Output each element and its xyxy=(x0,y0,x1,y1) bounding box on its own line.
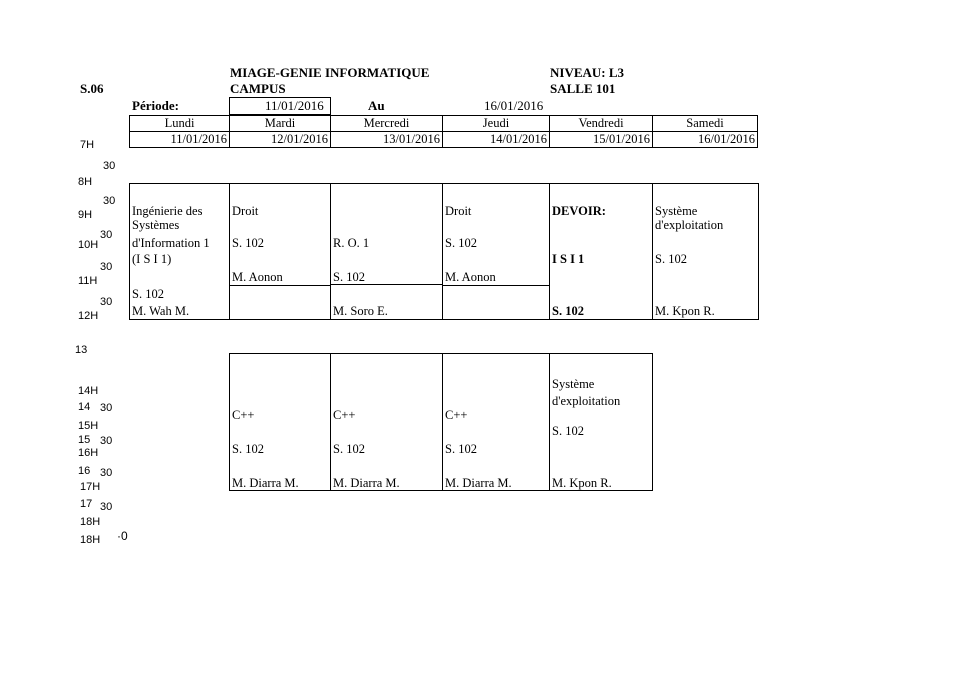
time-14h: 14H xyxy=(78,385,99,397)
day-header-mardi: Mardi xyxy=(229,115,331,132)
course-room: S. 102 xyxy=(655,252,687,266)
time-18h-b: 18H xyxy=(80,534,101,546)
course-teacher: M. Diarra M. xyxy=(445,476,512,490)
time-16: 16 xyxy=(78,465,91,477)
time-8h30: 30 xyxy=(103,195,116,207)
time-14h30: 30 xyxy=(100,402,113,414)
date-samedi: 16/01/2016 xyxy=(652,131,758,148)
course-teacher: M. Kpon R. xyxy=(655,304,715,318)
date-lundi: 11/01/2016 xyxy=(129,131,230,148)
campus-label: CAMPUS xyxy=(230,81,286,96)
course-room: S. 102 xyxy=(232,442,264,456)
time-9h: 9H xyxy=(78,209,93,221)
period-start: 11/01/2016 xyxy=(265,98,324,113)
course-title: C++ xyxy=(232,408,255,422)
date-vendredi: 15/01/2016 xyxy=(549,131,653,148)
time-13: 13 xyxy=(75,344,88,356)
course-samedi-morning xyxy=(653,184,758,319)
time-8h: 8H xyxy=(78,176,93,188)
course-room: S. 102 xyxy=(445,442,477,456)
course-title-line: d'exploitation xyxy=(655,218,724,232)
sheet-code: S.06 xyxy=(80,81,104,96)
time-9h30: 30 xyxy=(100,229,113,241)
course-title-line: Système xyxy=(655,204,698,218)
date-mercredi: 13/01/2016 xyxy=(330,131,443,148)
exam-label: DEVOIR: xyxy=(552,204,606,218)
time-11h: 11H xyxy=(78,275,98,287)
course-teacher: M. Aonon xyxy=(232,270,283,284)
program-title: MIAGE-GENIE INFORMATIQUE xyxy=(230,65,430,80)
date-mardi: 12/01/2016 xyxy=(229,131,331,148)
time-12h: 12H xyxy=(78,310,99,322)
day-header-jeudi: Jeudi xyxy=(442,115,550,132)
course-room: S. 102 xyxy=(333,442,365,456)
course-room: S. 102 xyxy=(552,424,584,438)
course-teacher: M. Aonon xyxy=(445,270,496,284)
exam-course: I S I 1 xyxy=(552,252,585,266)
course-room: S. 102 xyxy=(132,287,164,301)
course-teacher: M. Wah M. xyxy=(132,304,190,318)
time-17h: 17H xyxy=(80,481,101,493)
level-label: NIVEAU: L3 xyxy=(550,65,625,80)
course-title-line: d'Information 1 xyxy=(132,236,210,250)
course-title-line: Système xyxy=(552,377,595,391)
course-title: R. O. 1 xyxy=(333,236,370,250)
time-18h: 18H xyxy=(80,516,101,528)
course-lundi-morning xyxy=(130,184,229,319)
time-15h30: 30 xyxy=(100,435,113,447)
time-7h: 7H xyxy=(80,139,95,151)
course-title: C++ xyxy=(445,408,468,422)
day-header-vendredi: Vendredi xyxy=(549,115,653,132)
course-title-line: Systèmes xyxy=(132,218,180,232)
course-title: C++ xyxy=(333,408,356,422)
course-room: S. 102 xyxy=(333,270,365,284)
time-7h30: 30 xyxy=(103,160,116,172)
date-jeudi: 14/01/2016 xyxy=(442,131,550,148)
time-14: 14 xyxy=(78,401,91,413)
course-title-line: d'exploitation xyxy=(552,394,621,408)
course-jeudi-afternoon xyxy=(443,354,549,490)
room-label: SALLE 101 xyxy=(550,81,616,96)
period-label: Période: xyxy=(132,98,179,113)
time-16h30: 30 xyxy=(100,467,113,479)
course-vendredi-morning xyxy=(550,184,652,319)
course-teacher: M. Kpon R. xyxy=(552,476,612,490)
course-mardi-morning xyxy=(230,184,330,319)
time-zero: ·0 xyxy=(117,529,128,543)
time-16h: 16H xyxy=(78,447,99,459)
course-title-line: Ingénierie des xyxy=(132,204,203,218)
time-10h: 10H xyxy=(78,239,99,251)
period-end: 16/01/2016 xyxy=(484,98,544,113)
course-title: Droit xyxy=(232,204,259,218)
day-header-lundi: Lundi xyxy=(129,115,230,132)
time-17h30: 30 xyxy=(100,501,113,513)
time-11h30: 30 xyxy=(100,296,113,308)
course-code: (I S I 1) xyxy=(132,252,172,266)
course-mercredi-afternoon xyxy=(331,354,442,490)
course-vendredi-afternoon xyxy=(550,354,652,490)
time-17: 17 xyxy=(80,498,93,510)
course-room: S. 102 xyxy=(445,236,477,250)
time-10h30: 30 xyxy=(100,261,113,273)
time-15h: 15H xyxy=(78,420,99,432)
day-header-mercredi: Mercredi xyxy=(330,115,443,132)
course-teacher: M. Soro E. xyxy=(333,304,388,318)
to-label: Au xyxy=(368,98,385,113)
course-mardi-afternoon xyxy=(230,354,330,490)
course-teacher: M. Diarra M. xyxy=(232,476,299,490)
time-15: 15 xyxy=(78,434,91,446)
course-room: S. 102 xyxy=(552,304,584,318)
course-title: Droit xyxy=(445,204,472,218)
course-jeudi-morning xyxy=(443,184,549,319)
course-mercredi-morning xyxy=(331,184,442,319)
day-header-samedi: Samedi xyxy=(652,115,758,132)
course-teacher: M. Diarra M. xyxy=(333,476,400,490)
course-room: S. 102 xyxy=(232,236,264,250)
